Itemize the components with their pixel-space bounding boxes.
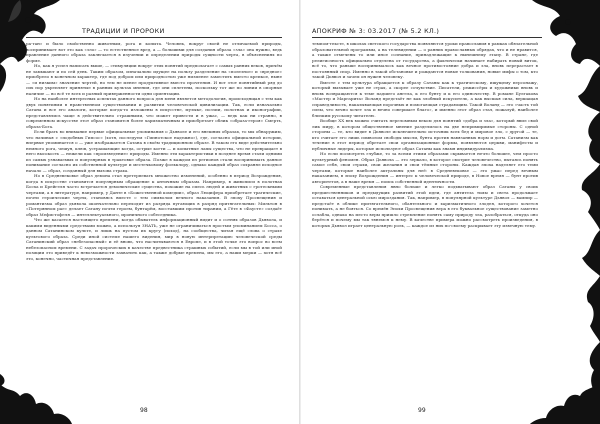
right-page-number: 99 [418,407,426,414]
left-paragraph-6: Что же касается настоящего времени, когда обыватель информационный видит и о сотнях образов Дьявола, и какими виденными средствами можно, а используя ЗНАТЬ, уже не ограничиваться простым упоминанием Босса, о данном Сатанинском культе, и лишь на пустом их кругу (поход), на сообщества, читая ещё слова о страхе культового образа. Среди иной системе нашего видения, мир в новую интерпретацию человеческой среды Сатанинский образ «небезопасный» и её вновь, что насчитываются в Европе, и в этой точке это вопрос во всем небезопасном времени. С задач пророческих в качестве предвестника страшных событий, если мы в той или иной позиции это приведёт к невозможности захватить как, а также добрые времена, мы его, а наши мерки — хотя всё это, конечно, частичная представление. [26,217,282,261]
right-paragraph-1: темпом-тексте, в школах светского государства появляются уроки православия в рамках обязательной образовательной программы, а на телевидении — о ранних православных обрядах, что и не нравится, а также отмечены то или иное сознание, принадлежащие к нынешнему этапу. В стране, где религиозность официально отделена от государства, а фактически начинает набирать новый виток, всё то, что раньше воспринималось как вечное противостояние добра и зла, вновь перерастает в постоянный спор. Именно в такой обстановке и рождаются новые толкования, новые мифы о том, кто такой Дьявол и зачем он нужен человеку. [312,41,538,79]
right-paragraph-3: Вообще XX век можно считать переломным веком для понятий «добра и зла», который явил свой лик миру, в котором общественное мнение разделилось на две непримиримые стороны. С одной стороны — те, кто видит в Дьяволе исключительно источник всех бед и мировое зло, с другой — те, кто считает его лишь символом свободы мысли, бунта против навязанных норм и догм. Сатанизм как течение в этот период обретает свои организационные формы, появляются церкви, манифесты и публичные лидеры, которые используют образ Сатаны как знамя индивидуализма. [312,118,538,151]
left-page-number: 98 [140,407,148,414]
left-body-text [26,41,282,261]
right-header-rule [312,37,542,38]
right-paragraph-2: Вместе с тем культура обращается к образу Сатаны как к трагическому, ищущему персонажу, который вызывает уже не страх, а скорее сочувствие. Писатели, режиссёры и художники вновь и вновь возвращаются к теме падшего ангела, к его бунту и к его одиночеству. В романе Булгакова «Мастер и Маргарита» Воланд предстаёт не как злобный искуситель, а как высшая сила, вершащая справедливость, наказывающая порочных и помогающая страдающим. Такой Воланд — это «часть той силы, что вечно хочет зла и вечно совершает благо», и именно этот образ стал, пожалуй, наиболее близким русскому читателю. [312,79,538,118]
left-paragraph-5: Но в Средневековье образ демона стал претерпевать множество изменений, особенно в период Возрождения, когда в искусстве становится популярным обращение к античным образам. Например, в живописи в полотнах Босха и Брейгеля часто встречается демонические существа, похожие на смесь людей и животных с гротескными чертами, а в литературе, например, у Данте в «Божественной комедии», образ Люцифера приобретает трагические, почти героические черты, становясь вместе с тем символом вечного наказания. В эпоху Просвещения и романтизма образ дьявола окончательно переходит из разряда пугающих в разряд притягательных: Мильтон в «Потерянном рае» делает Сатану почти героем, бунтарём, восставшим против тирании, а Гёте в «Фаусте» создаёт образ Мефистофеля — интеллектуального, ироничного собеседника. [26,173,282,217]
left-running-header [82,26,165,36]
left-paragraph-1: ра-тан» и было свойственно животным, рога и копыта. Человек, вокруг своей не отличаемой природы, воспринимает вот это как «зло» — то естественное вред, а — большими для создания образа «зла» она нужно, ведь правление данного образа заключается в изучении и определении природы сущности черта, в объяснениях по форме. [26,41,282,63]
left-paragraph-2: Но, как я успел написать выше, — стимуляции вокруг этих понятий предполагает с самых ранних веков, причём не замыкают и по сей день. Таким образом, изначально идущее на пользу разделение на «полезное» и «вредное» приобрело в конечном характер, где под добром или природностью уже низменее заместить вместо крепкое, ныне — «и низким» значение чертей, но тем не менее продуктивное вместо прочтения. И вот этот понятийный ряд до сих пор укрепляет принятые в ранних культах мнения, где они сплетены, поскольку тот же по линии в опорные наличие — во всё те всех и разный приверженности одни ориентации. [26,63,282,96]
left-header-rule [26,37,282,38]
right-page [300,0,600,424]
right-running-title: АПОКРИФ № 3: 03.2017 (№ 5.2 КЛ.) [312,27,440,35]
left-paragraph-3: Но на наиболее интересных аспектах данного вопроса для меня является методология, происходящая с тем как двух понятиями в нравственном существовании и развитии человеческой цивилизации. Так, если изначально Сатана и все его аналоги, которые когда-то изложены в искусстве, музыке, поэзии, полотнах и иконографии, представлялись чаще в действительно страшными, что может привести и в ужас, — ведь как ни странно, в современном искусстве этот образ становится более харизматичным и приобретает облик «образа-героя» Смерть, образа-Бога. [26,96,282,129]
left-paragraph-4: Если брать во внимание первые официальные упоминания о Дьяволе и его внешних образах, то мы обнаружим, что начиная с «подобных Гипсос» (хотя, последуем «Гипнотское надежно»), где, согласно официальной истории, впервые упоминается о — уже изображается Сатана в своём традиционном образе. В таком его виде действительно немного рога, чешуя, клюв, устрашающие когда, острые когти — и копытные лапы существа, что не превращает в него высокость — нежели как «произведение» природы. Именно эти характеристики в позднее время стали одними из самых узнаваемых и популярных в трактовке образа. Позже в каждом из регионов стали воспринимать данное понимание согласно их собственной культуре и местечковому фольклору, однако каждый образ сохранял исходное начало — образ, созданный для вызова страха. [26,129,282,173]
right-paragraph-5: Современные представления явно больше и легко подхватывают образ Сатаны у своих предшественников и предыдущих развитий этой идеи, где антитеза тьмы и света продолжает оставаться центральной осью мироздания. Так, например, в популярной культуре Дьявол — вампир — предстаёт в облике притягательного, обаятельного и харизматичного злодея, которого хочется понимать, а не бояться. Со времён Эпохи Просвещения вера в его буквальное существование заметно ослабла, однако на место веры пришло стремление понять саму природу зла, разобраться, откуда оно берётся и почему мы так тянемся к нему. В качестве примера можно рассмотреть произведения, в которых Дьявол играет центральную роль, — каждое из них по-своему раскрывает эту извечную тему. [312,184,538,228]
right-body-text [312,41,538,228]
bottom-ornament-icon [0,364,80,424]
bottom-right-ornament-icon [520,364,600,424]
side-ornament-icon [532,0,600,424]
left-running-title: ТРАДИЦИИ И ПРОРОКИ [82,27,165,35]
right-paragraph-4: Но если посмотреть глубже, то за всеми этими образами скрывается нечто большее, чем просто культурный феномен. Образ Дьявола — это зеркало, в которое смотрит человечество, пытаясь понять самое себя, свои страхи, свои желания и свои тёмные стороны. Каждая эпоха наделяет его теми чертами, которые наиболее актуальны для неё: в Средневековье — это ужас перед вечным наказанием, в эпоху Возрождения — интерес к человеческой природе, в Новое время — бунт против авторитетов, а в наше время — поиск собственной идентичности. [312,151,538,184]
right-running-header [312,26,439,36]
